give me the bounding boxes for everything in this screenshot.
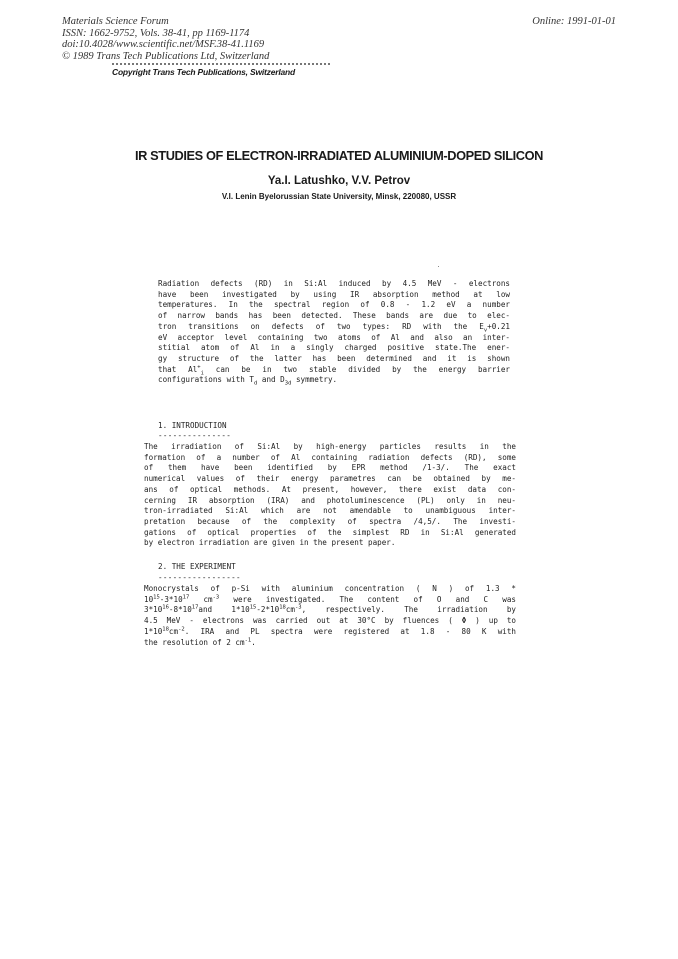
abstract xyxy=(158,279,510,386)
body-line: The irradiation of Si:Al by high-energy particles results in the xyxy=(144,442,516,451)
body-line: $10^{15}-3*10^{17}$ $cm^{-3}$ were investigated. The content of O and C was xyxy=(144,594,516,604)
body-line: gations of optical properties of the simplest RD in Si:Al generated xyxy=(144,527,516,537)
doi-link[interactable]: doi:10.4028/www.scientific.net/MSF.38-41.1169 xyxy=(62,39,265,51)
copyright-line: © 1989 Trans Tech Publications Ltd, Switzerland xyxy=(62,50,270,62)
abstract-line: configurations with $T_d$ and $D_{3d}$ symmetry. xyxy=(158,375,338,387)
body-line: Monocrystals of p-Si with aluminium concentration ( N ) of 1.3 * xyxy=(144,584,516,593)
body-line: tron-irradiated Si:Al which are not amendable to unambiguous inter- xyxy=(144,506,516,516)
body-line: pretation because of the complexity of spectra /4,5/. The investi- xyxy=(144,516,516,526)
body-line: 4.5 MeV - electrons was carried out at 30°C by fluences ( Φ ) up to xyxy=(144,616,516,626)
abstract-line: that $Al^+_i$ can be in two stable divided by the energy barrier xyxy=(158,364,510,377)
abstract-line: gy structure of the latter has been determined and it is shown xyxy=(158,353,510,363)
body-line: formation of a number of Al containing radiation defects (RD), some xyxy=(144,452,516,462)
body-line: $3*10^{16}-8*10^{17}and$ $1*10^{15}-2*10^{18}cm^{-3}$, respectively. The irradiation by xyxy=(144,604,516,615)
section-experiment-body xyxy=(144,584,516,648)
body-line: by electron irradiation are given in the present paper. xyxy=(144,538,396,548)
section-introduction-body xyxy=(144,442,516,549)
body-line: cerning IR absorption (IRA) and photoluminescence (PL) only in neu- xyxy=(144,495,516,505)
paper-title: IR STUDIES OF ELECTRON-IRRADIATED ALUMINIUM-DOPED SILICON xyxy=(134,148,544,163)
body-line: the resolution of 2 $cm^{-1}$. xyxy=(144,636,256,647)
paper-affiliation: V.I. Lenin Byelorussian State University, Minsk, 220080, USSR xyxy=(221,192,457,201)
section-heading-introduction: 1. INTRODUCTION xyxy=(158,421,227,430)
body-line: numerical values of their energy parametres can be obtained by me- xyxy=(144,474,516,484)
journal-name: Materials Science Forum xyxy=(62,16,169,27)
abstract-line: Radiation defects (RD) in Si:Al induced by 4.5 MeV - electrons xyxy=(158,279,510,288)
body-line: ans of optical methods. At present, however, there exist data con- xyxy=(144,484,516,494)
copyright-stamp: Copyright Trans Tech Publications, Switzerland xyxy=(112,67,296,77)
body-line: of them have been identified by EPR method /1-3/. The exact xyxy=(144,463,516,473)
abstract-line: stitial atom of Al in a singly charged positive state.The ener- xyxy=(158,343,510,353)
abstract-line: temperatures. In the spectral region of 0.8 - 1.2 eV a number xyxy=(158,300,510,310)
section-rule: --------------- xyxy=(158,431,232,440)
issn-line: ISSN: 1662-9752, Vols. 38-41, pp 1169-1174 xyxy=(62,27,250,39)
abstract-line: have been investigated by using IR absorption method at low xyxy=(158,289,510,299)
section-heading-experiment: 2. THE EXPERIMENT xyxy=(158,562,236,571)
body-line: $1*10^{18}cm^{-2}$. IRA and PL spectra were registered at 1.8 - 80 K with xyxy=(144,626,516,636)
section-rule: ----------------- xyxy=(158,573,241,582)
paper-authors: Ya.I. Latushko, V.V. Petrov xyxy=(267,175,411,187)
online-date: Online: 1991-01-01 xyxy=(532,16,616,27)
abstract-line: tron transitions on defects of two types: RD with the $E_v+0.21$ xyxy=(158,321,510,334)
abstract-line: eV acceptor level containing two atoms of Al and also an inter- xyxy=(158,332,510,342)
scan-speck xyxy=(438,266,439,267)
abstract-line: of narrow bands has been detected. These bands are due to elec- xyxy=(158,311,510,321)
